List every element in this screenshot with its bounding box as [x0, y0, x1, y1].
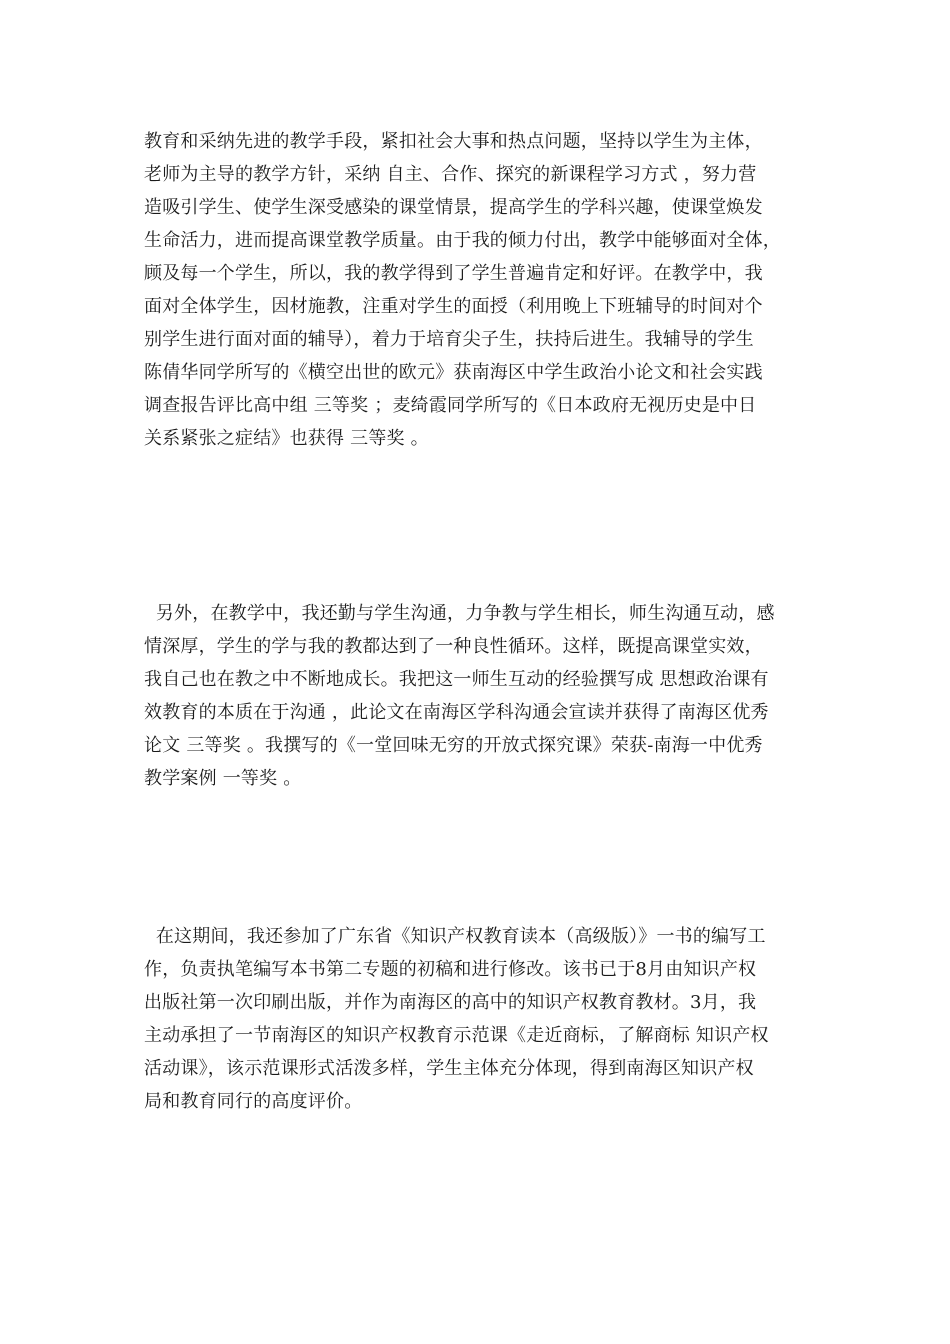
text-line: 出版社第一次印刷出版，并作为南海区的高中的知识产权教育教材。3月，我	[144, 992, 757, 1013]
paragraph-ip-education	[144, 920, 824, 1118]
text-line: 在这期间，我还参加了广东省《知识产权教育读本（高级版）》一书的编写工	[144, 926, 766, 947]
text-line: 调查报告评比高中组 三等奖 ；麦绮霞同学所写的《日本政府无视历史是中日	[144, 395, 757, 416]
text-line: 论文 三等奖 。我撰写的《一堂回味无穷的开放式探究课》荣获-南海一中优秀	[144, 735, 763, 756]
text-line: 顾及每一个学生，所以，我的教学得到了学生普遍肯定和好评。在教学中，我	[144, 263, 763, 284]
text-line: 老师为主导的教学方针，采纳 自主、合作、探究的新课程学习方式 ，努力营	[144, 164, 757, 185]
text-line: 生命活力，进而提高课堂教学质量。由于我的倾力付出，教学中能够面对全体，	[144, 230, 781, 251]
text-line: 效教育的本质在于沟通 ，此论文在南海区学科沟通会宣读并获得了南海区优秀	[144, 702, 769, 723]
text-line: 教育和采纳先进的教学手段，紧扣社会大事和热点问题，坚持以学生为主体，	[144, 131, 763, 152]
paragraph-communication	[144, 597, 824, 795]
text-line: 造吸引学生、使学生深受感染的课堂情景，提高学生的学科兴趣，使课堂焕发	[144, 197, 763, 218]
text-line: 别学生进行面对面的辅导），着力于培育尖子生，扶持后进生。我辅导的学生	[144, 329, 754, 350]
text-line: 关系紧张之症结》也获得 三等奖 。	[144, 428, 429, 449]
paragraph-teaching-methods	[144, 125, 824, 455]
text-line: 局和教育同行的高度评价。	[144, 1091, 363, 1112]
text-line: 我自己也在教之中不断地成长。我把这一师生互动的经验撰写成 思想政治课有	[144, 669, 769, 690]
text-line: 另外，在教学中，我还勤与学生沟通，力争教与学生相长，师生沟通互动，感	[144, 603, 775, 624]
text-line: 活动课》，该示范课形式活泼多样，学生主体充分体现，得到南海区知识产权	[144, 1058, 754, 1079]
text-line: 陈倩华同学所写的《横空出世的欧元》获南海区中学生政治小论文和社会实践	[144, 362, 763, 383]
text-line: 主动承担了一节南海区的知识产权教育示范课《走近商标，了解商标 知识产权	[144, 1025, 769, 1046]
text-line: 情深厚，学生的学与我的教都达到了一种良性循环。这样，既提高课堂实效，	[144, 636, 763, 657]
text-line: 教学案例 一等奖 。	[144, 768, 302, 789]
text-line: 面对全体学生，因材施教，注重对学生的面授（利用晚上下班辅导的时间对个	[144, 296, 763, 317]
text-line: 作，负责执笔编写本书第二专题的初稿和进行修改。该书已于8月由知识产权	[144, 959, 757, 980]
